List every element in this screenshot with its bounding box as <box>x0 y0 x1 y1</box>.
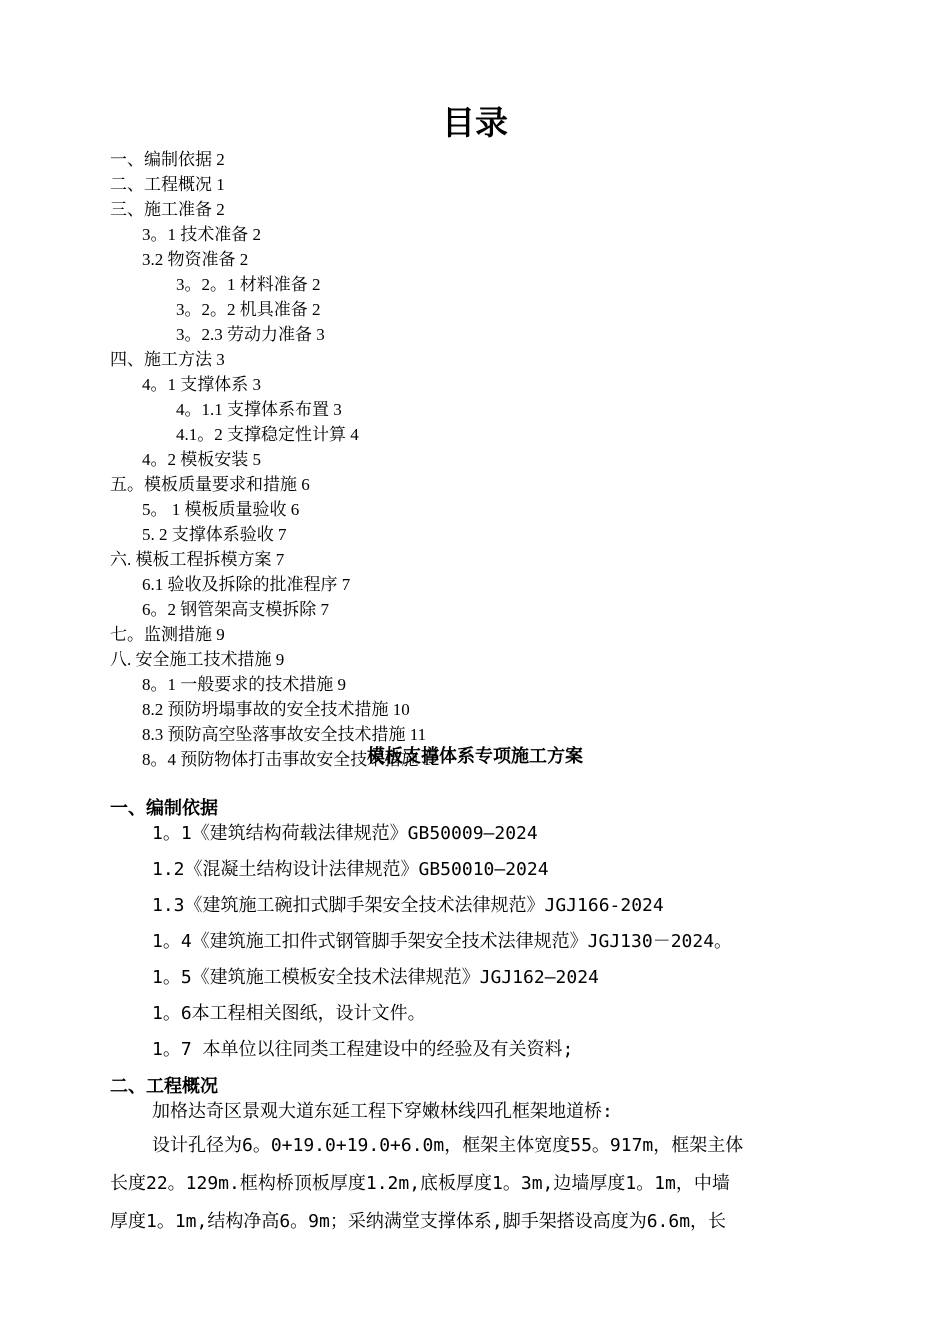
paragraph-line: 厚度1。1m,结构净高6。9m；采纳满堂支撑体系,脚手架搭设高度为6.6m，长 <box>110 1211 727 1232</box>
toc-item[interactable]: 3。2。1 材料准备 2 <box>176 275 321 294</box>
reference-item: 1.2《混凝土结构设计法律规范》GB50010—2024 <box>152 859 549 880</box>
toc-item[interactable]: 3。2。2 机具准备 2 <box>176 300 321 319</box>
toc-item[interactable]: 4。1 支撑体系 3 <box>142 375 261 394</box>
toc-item[interactable]: 六. 模板工程拆模方案 7 <box>110 550 285 569</box>
paragraph-line: 设计孔径为6。0+19.0+19.0+6.0m，框架主体宽度55。917m，框架主体 <box>152 1135 744 1156</box>
toc-item[interactable]: 8。1 一般要求的技术措施 9 <box>142 675 346 694</box>
toc-item[interactable]: 5. 2 支撑体系验收 7 <box>142 525 287 544</box>
toc-item[interactable]: 8。4 预防物体打击事故安全技术措施 12 <box>142 750 440 769</box>
reference-item: 1.3《建筑施工碗扣式脚手架安全技术法律规范》JGJ166-2024 <box>152 895 664 916</box>
toc-item[interactable]: 5。 1 模板质量验收 6 <box>142 500 300 519</box>
toc-item[interactable]: 五。模板质量要求和措施 6 <box>110 475 310 494</box>
toc-item[interactable]: 8.2 预防坍塌事故的安全技术措施 10 <box>142 700 410 719</box>
toc-item[interactable]: 8.3 预防高空坠落事故安全技术措施 11 <box>142 725 427 744</box>
reference-item: 1。4《建筑施工扣件式钢管脚手架安全技术法律规范》JGJ130－2024。 <box>152 931 733 952</box>
toc-item[interactable]: 七。监测措施 9 <box>110 625 225 644</box>
toc-item[interactable]: 三、施工准备 2 <box>110 200 225 219</box>
toc-title: 目录 <box>442 103 508 142</box>
toc-item[interactable]: 二、工程概况 1 <box>110 175 225 194</box>
reference-item: 1。5《建筑施工模板安全技术法律规范》JGJ162—2024 <box>152 967 599 988</box>
toc-item[interactable]: 4.1。2 支撑稳定性计算 4 <box>176 425 359 444</box>
reference-item: 1。1《建筑结构荷载法律规范》GB50009—2024 <box>152 823 538 844</box>
document-title: 模板支撑体系专项施工方案 <box>367 746 583 767</box>
toc-item[interactable]: 3。2.3 劳动力准备 3 <box>176 325 325 344</box>
reference-item: 1。7 本单位以往同类工程建设中的经验及有关资料; <box>152 1039 574 1060</box>
toc-item[interactable]: 4。1.1 支撑体系布置 3 <box>176 400 342 419</box>
reference-item: 1。6本工程相关图纸，设计文件。 <box>152 1003 426 1024</box>
section-heading: 一、编制依据 <box>110 798 218 819</box>
paragraph-line: 长度22。129m.框构桥顶板厚度1.2m,底板厚度1。3m,边墙厚度1。1m，中墙 <box>110 1173 730 1194</box>
toc-item[interactable]: 一、编制依据 2 <box>110 150 225 169</box>
section-heading: 二、工程概况 <box>110 1076 218 1097</box>
toc-item[interactable]: 6.1 验收及拆除的批准程序 7 <box>142 575 351 594</box>
toc-item[interactable]: 3.2 物资准备 2 <box>142 250 249 269</box>
toc-item[interactable]: 6。2 钢管架高支模拆除 7 <box>142 600 329 619</box>
paragraph-line: 加格达奇区景观大道东延工程下穿嫩林线四孔框架地道桥: <box>152 1101 613 1122</box>
toc-item[interactable]: 八. 安全施工技术措施 9 <box>110 650 285 669</box>
toc-item[interactable]: 四、施工方法 3 <box>110 350 225 369</box>
toc-item[interactable]: 3。1 技术准备 2 <box>142 225 261 244</box>
toc-item[interactable]: 4。2 模板安装 5 <box>142 450 261 469</box>
